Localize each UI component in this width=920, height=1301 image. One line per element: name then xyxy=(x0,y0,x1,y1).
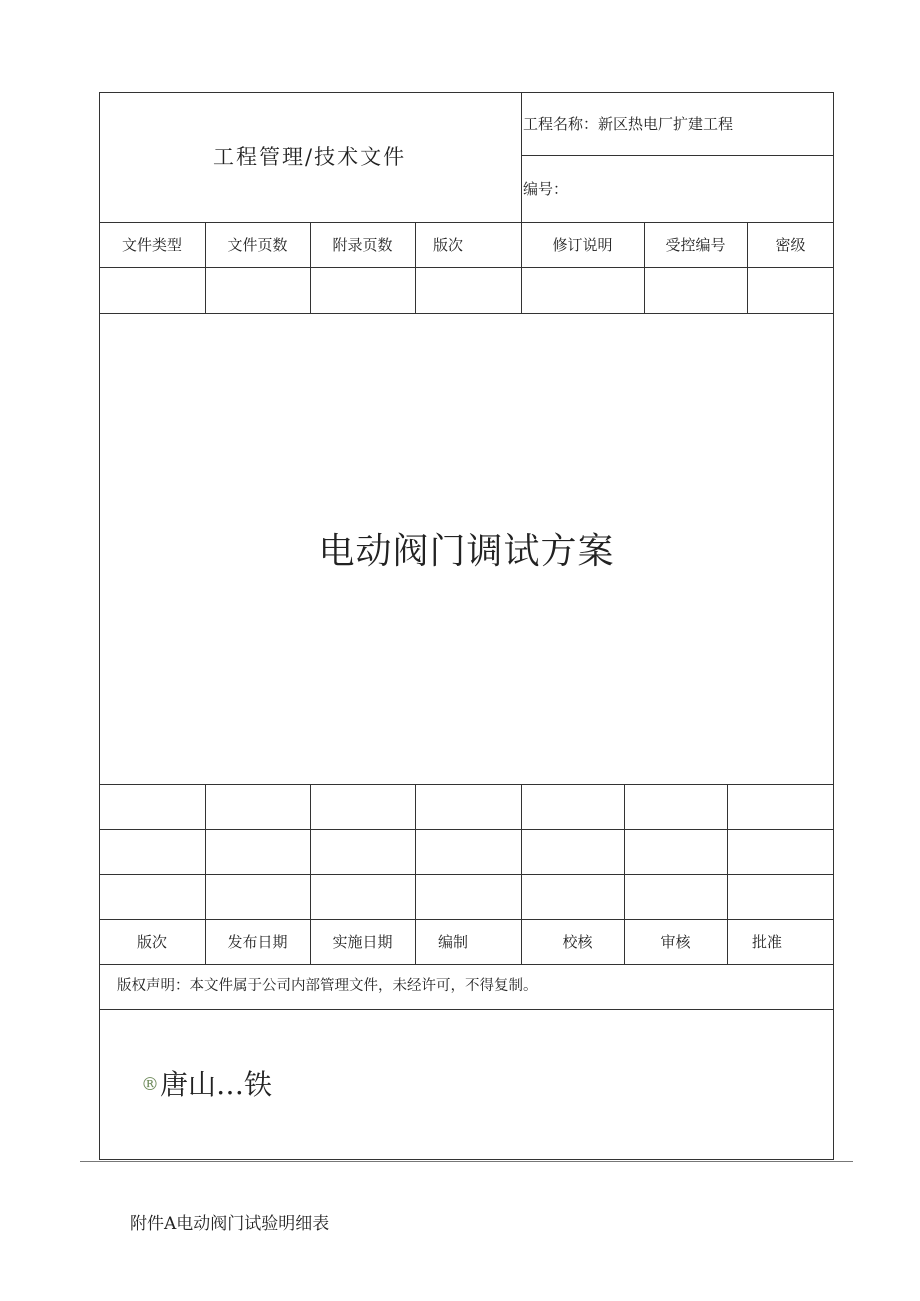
registered-mark-icon: ® xyxy=(141,1074,159,1095)
document-main-title: 电动阀门调试方案 xyxy=(318,531,615,572)
company-logo xyxy=(141,1068,273,1101)
header-cell-edition: 版次 xyxy=(432,236,463,254)
approval-label-effective-date: 实施日期 xyxy=(332,933,393,951)
approval-label-approved: 批准 xyxy=(751,933,782,951)
approval-label-prepared: 编制 xyxy=(437,933,468,951)
approval-row-line xyxy=(99,874,834,875)
approval-table-bottom-line xyxy=(99,964,834,965)
header-cell-file-pages: 文件页数 xyxy=(227,236,288,254)
header-split-line xyxy=(521,155,834,156)
attachment-title: 附件A电动阀门试验明细表 xyxy=(130,1214,330,1234)
header-cell-file-type: 文件类型 xyxy=(121,236,182,254)
document-code-label: 编号： xyxy=(523,180,569,198)
header-cell-appendix-pages: 附录页数 xyxy=(332,236,393,254)
copyright-bottom-line xyxy=(99,1009,834,1010)
value-cell-security-level xyxy=(747,267,834,313)
value-cell-file-type xyxy=(99,267,205,313)
approval-label-checked: 校核 xyxy=(562,933,593,951)
value-cell-appendix-pages xyxy=(310,267,415,313)
approval-table-top-line xyxy=(99,784,834,785)
page-separator xyxy=(80,1161,853,1162)
copyright-statement: 版权声明：本文件属于公司内部管理文件，未经许可，不得复制。 xyxy=(117,978,538,994)
approval-row-line xyxy=(99,829,834,830)
value-cell-edition xyxy=(415,267,521,313)
header-cell-revision-notes: 修订说明 xyxy=(552,236,613,254)
header-divider xyxy=(521,92,522,222)
header-cell-security-level: 密级 xyxy=(775,236,806,254)
project-name-label: 工程名称：新区热电厂扩建工程 xyxy=(523,115,734,133)
value-cell-control-number xyxy=(644,267,747,313)
value-cell-file-pages xyxy=(205,267,310,313)
value-cell-revision-notes xyxy=(521,267,644,313)
company-logo-text: 唐山…铁 xyxy=(160,1068,273,1101)
doc-type-label: 工程管理/技术文件 xyxy=(213,145,407,169)
approval-label-edition: 版次 xyxy=(136,933,167,951)
approval-label-release-date: 发布日期 xyxy=(227,933,288,951)
approval-label-reviewed: 审核 xyxy=(660,933,691,951)
header-cell-control-number: 受控编号 xyxy=(665,236,726,254)
